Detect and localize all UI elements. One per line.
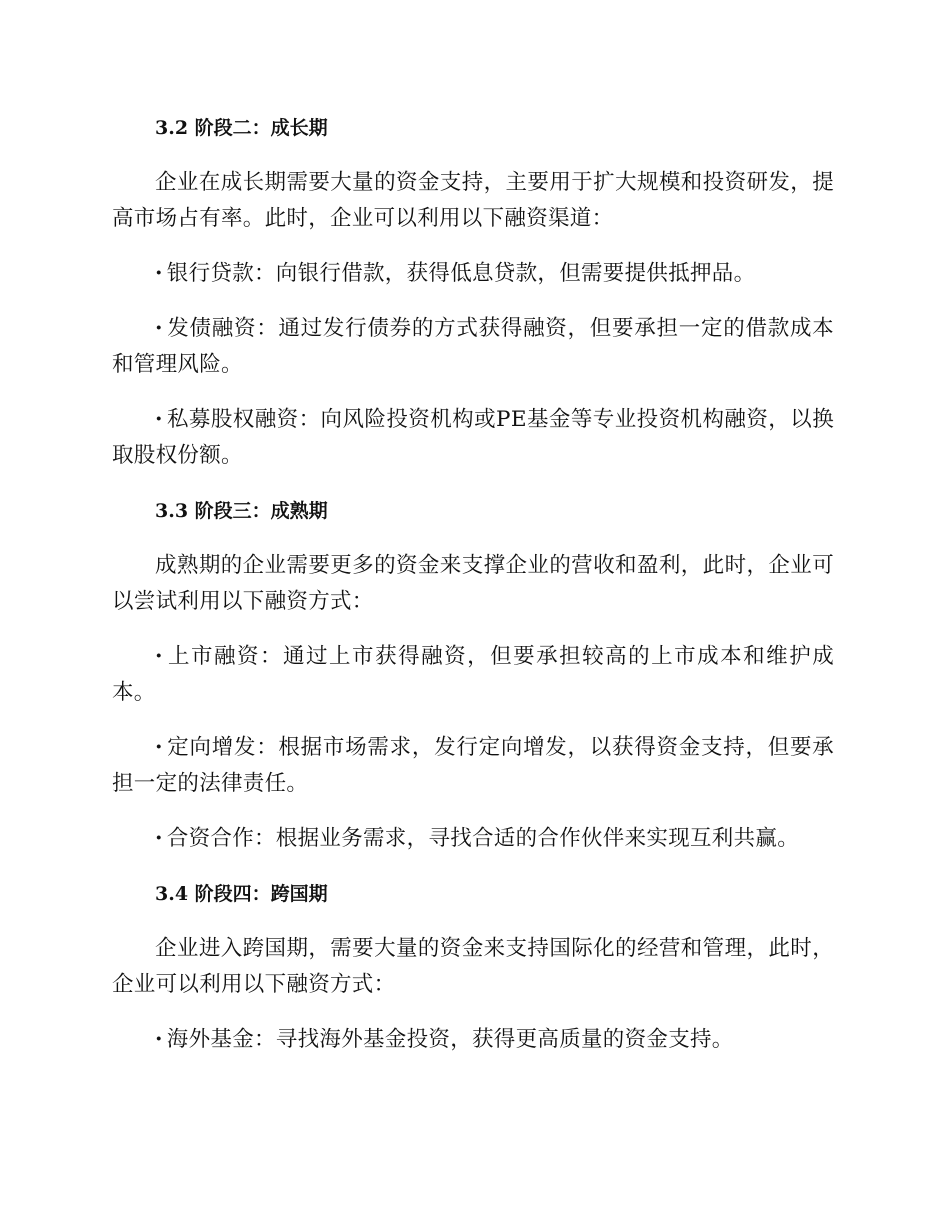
bullet-item	[112, 256, 834, 292]
bullet-mark: ·	[155, 644, 163, 669]
bullet-text: 私募股权融资：向风险投资机构或PE基金等专业投资机构融资，以换取股权份额。	[112, 407, 834, 468]
bullet-text: 定向增发：根据市场需求，发行定向增发，以获得资金支持，但要承担一定的法律责任。	[112, 735, 834, 796]
bullet-text: 上市融资：通过上市获得融资，但要承担较高的上市成本和维护成本。	[112, 644, 834, 705]
bullet-text: 发债融资：通过发行债券的方式获得融资，但要承担一定的借款成本和管理风险。	[112, 316, 834, 377]
section-multinational	[112, 876, 834, 1058]
bullet-mark: ·	[155, 826, 163, 851]
bullet-item	[112, 821, 834, 857]
bullet-item	[112, 639, 834, 711]
bullet-item	[112, 402, 834, 474]
bullet-mark: ·	[155, 261, 163, 286]
document-page	[112, 110, 834, 1077]
bullet-mark: ·	[155, 407, 163, 432]
section-intro: 成熟期的企业需要更多的资金来支撑企业的营收和盈利，此时，企业可以尝试利用以下融资方式：	[112, 553, 834, 614]
bullet-text: 海外基金：寻找海外基金投资，获得更高质量的资金支持。	[166, 1027, 734, 1052]
bullet-mark: ·	[155, 1027, 163, 1052]
section-intro: 企业进入跨国期，需要大量的资金来支持国际化的经营和管理，此时，企业可以利用以下融资方式：	[112, 936, 834, 997]
bullet-text: 银行贷款：向银行借款，获得低息贷款，但需要提供抵押品。	[166, 261, 756, 286]
bullet-item	[112, 730, 834, 802]
bullet-text: 合资合作：根据业务需求，寻找合适的合作伙伴来实现互利共赢。	[166, 826, 799, 851]
section-heading: 3.2 阶段二：成长期	[155, 117, 328, 139]
bullet-mark: ·	[155, 316, 163, 341]
bullet-item	[112, 311, 834, 383]
section-growth	[112, 110, 834, 474]
section-mature	[112, 493, 834, 857]
section-heading: 3.3 阶段三：成熟期	[155, 500, 328, 522]
section-intro: 企业在成长期需要大量的资金支持，主要用于扩大规模和投资研发，提高市场占有率。此时，企业可以利用以下融资渠道：	[112, 170, 834, 231]
bullet-item	[112, 1022, 834, 1058]
bullet-mark: ·	[155, 735, 163, 760]
section-heading: 3.4 阶段四：跨国期	[155, 883, 328, 905]
